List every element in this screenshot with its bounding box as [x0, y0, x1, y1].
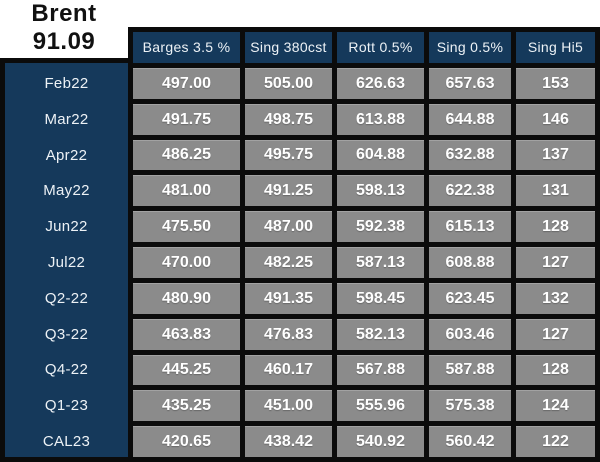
price-cell: 604.88 [337, 140, 424, 171]
price-cell: 491.75 [133, 104, 240, 135]
price-cell: 435.25 [133, 390, 240, 421]
price-cell: 127 [516, 247, 595, 278]
price-cell: 623.45 [429, 283, 511, 314]
price-cell: 420.65 [133, 426, 240, 457]
price-cell: 476.83 [245, 319, 332, 350]
price-cell: 128 [516, 355, 595, 386]
price-cell: 626.63 [337, 68, 424, 99]
row-label: Jun22 [45, 218, 88, 236]
row-label: Apr22 [45, 146, 88, 164]
row-label: Q4-22 [44, 361, 89, 379]
row-label: Q1-23 [44, 397, 89, 415]
price-cell: 438.42 [245, 426, 332, 457]
row-label: Q2-22 [44, 289, 89, 307]
price-cell: 486.25 [133, 140, 240, 171]
price-cell: 132 [516, 283, 595, 314]
data-grid [128, 27, 600, 462]
price-cell: 491.25 [245, 175, 332, 206]
price-cell: 487.00 [245, 211, 332, 242]
price-cell: 481.00 [133, 175, 240, 206]
row-label: Q3-22 [44, 325, 89, 343]
row-label: Feb22 [44, 74, 89, 92]
price-cell: 632.88 [429, 140, 511, 171]
price-cell: 470.00 [133, 247, 240, 278]
price-cell: 451.00 [245, 390, 332, 421]
price-cell: 657.63 [429, 68, 511, 99]
brent-price: 91.09 [32, 28, 96, 55]
price-cell: 598.45 [337, 283, 424, 314]
row-label: Jul22 [47, 253, 86, 271]
row-label: CAL23 [42, 433, 91, 451]
price-cell: 587.13 [337, 247, 424, 278]
price-cell: 608.88 [429, 247, 511, 278]
price-cell: 560.42 [429, 426, 511, 457]
price-cell: 153 [516, 68, 595, 99]
price-cell: 137 [516, 140, 595, 171]
price-cell: 567.88 [337, 355, 424, 386]
brent-quote-block [0, 0, 128, 58]
price-cell: 131 [516, 175, 595, 206]
column-header: Sing 0.5% [429, 32, 511, 63]
price-cell: 540.92 [337, 426, 424, 457]
column-header: Sing 380cst [245, 32, 332, 63]
price-cell: 495.75 [245, 140, 332, 171]
row-label: Mar22 [44, 110, 89, 128]
price-cell: 482.25 [245, 247, 332, 278]
price-cell: 598.13 [337, 175, 424, 206]
price-cell: 505.00 [245, 68, 332, 99]
price-cell: 575.38 [429, 390, 511, 421]
price-cell: 460.17 [245, 355, 332, 386]
price-cell: 592.38 [337, 211, 424, 242]
column-header: Sing Hi5 [516, 32, 595, 63]
price-cell: 463.83 [133, 319, 240, 350]
row-label-frame [0, 58, 133, 462]
price-cell: 555.96 [337, 390, 424, 421]
price-cell: 480.90 [133, 283, 240, 314]
row-label-column [5, 63, 128, 457]
row-label: May22 [43, 182, 90, 200]
price-cell: 587.88 [429, 355, 511, 386]
price-cell: 491.35 [245, 283, 332, 314]
brent-label: Brent [31, 0, 97, 27]
price-cell: 127 [516, 319, 595, 350]
price-cell: 497.00 [133, 68, 240, 99]
price-cell: 124 [516, 390, 595, 421]
price-cell: 603.46 [429, 319, 511, 350]
price-cell: 615.13 [429, 211, 511, 242]
column-header: Barges 3.5 % [133, 32, 240, 63]
price-cell: 582.13 [337, 319, 424, 350]
price-cell: 445.25 [133, 355, 240, 386]
price-cell: 498.75 [245, 104, 332, 135]
price-cell: 622.38 [429, 175, 511, 206]
price-cell: 475.50 [133, 211, 240, 242]
column-header: Rott 0.5% [337, 32, 424, 63]
price-cell: 644.88 [429, 104, 511, 135]
price-cell: 146 [516, 104, 595, 135]
price-cell: 128 [516, 211, 595, 242]
price-cell: 122 [516, 426, 595, 457]
price-cell: 613.88 [337, 104, 424, 135]
